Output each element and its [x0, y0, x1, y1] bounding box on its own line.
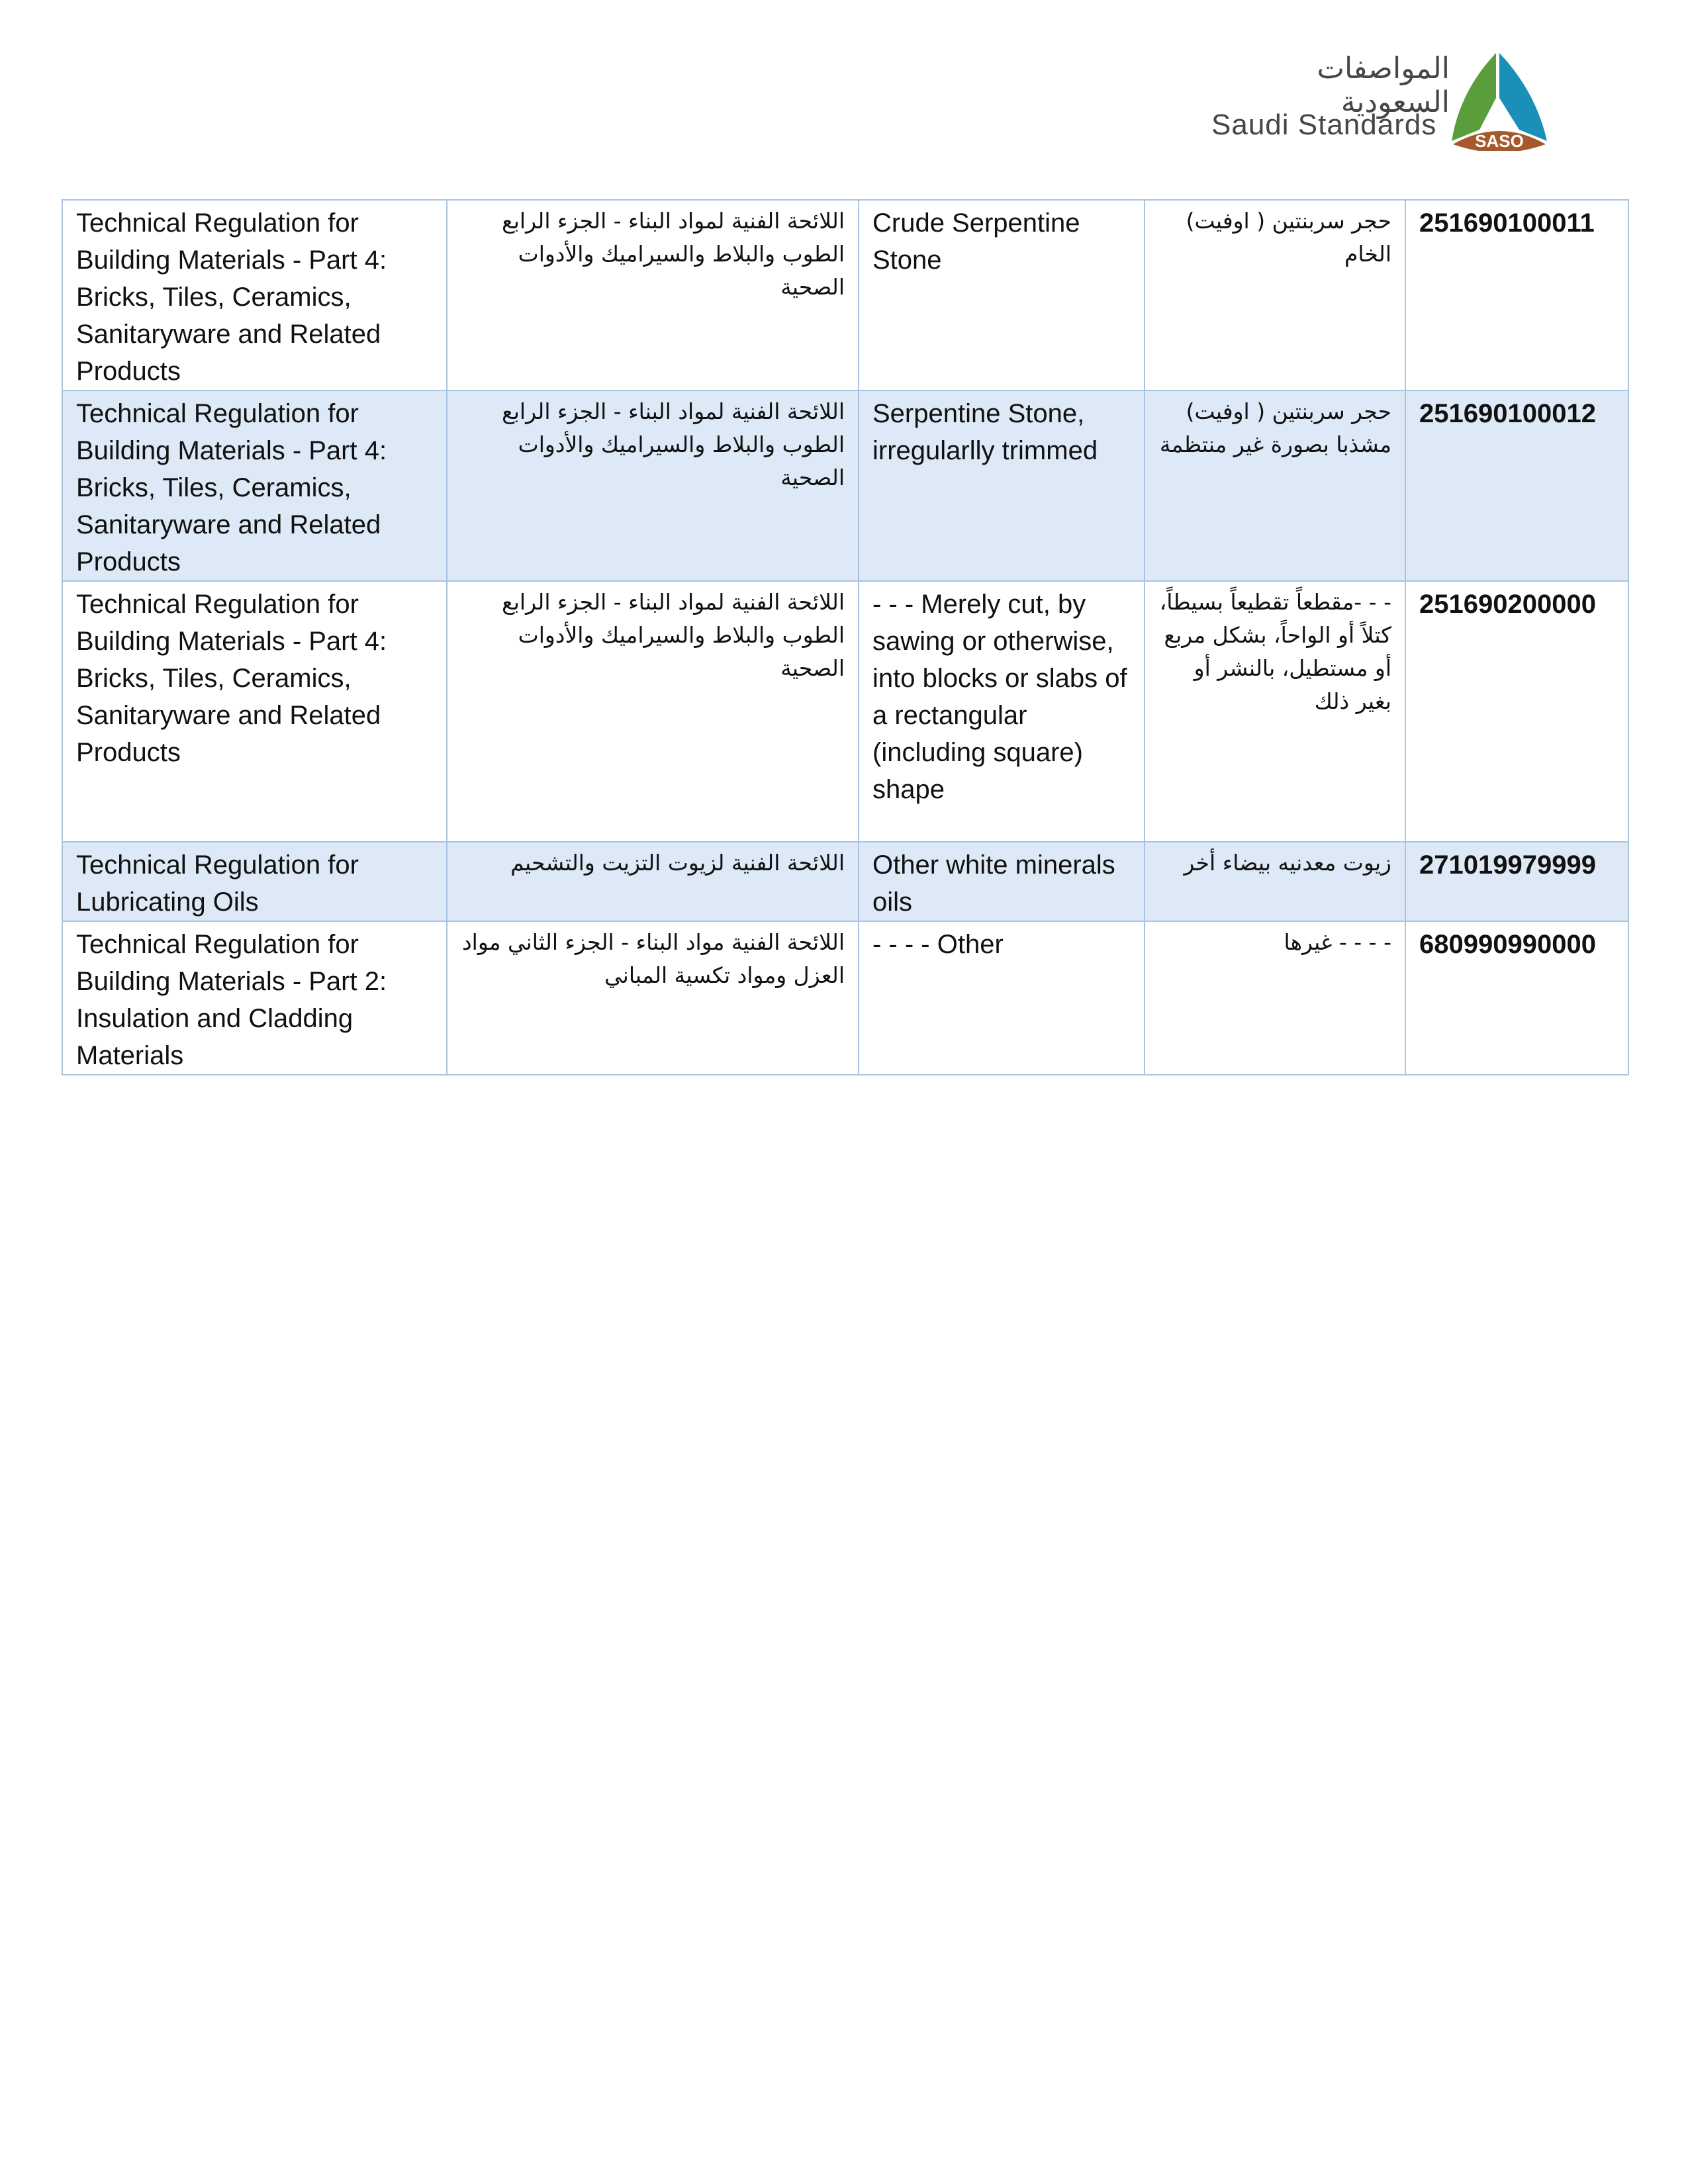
hs-code-cell: 251690100011	[1405, 200, 1628, 390]
regulation-ar-cell: اللائحة الفنية لزيوت التزيت والتشحيم	[447, 842, 859, 921]
hs-code-cell: 271019979999	[1405, 842, 1628, 921]
table-row	[62, 200, 1628, 390]
table-row	[62, 842, 1628, 921]
regulation-ar-cell: اللائحة الفنية لمواد البناء - الجزء الرابع الطوب والبلاط والسيراميك والأدوات الصحية	[447, 581, 859, 842]
description-en-cell: Serpentine Stone, irregularlly trimmed	[859, 390, 1145, 581]
table-row	[62, 921, 1628, 1075]
hs-code-cell: 251690200000	[1405, 581, 1628, 842]
regulation-en-cell: Technical Regulation for Lubricating Oils	[62, 842, 447, 921]
description-ar-cell: - - - - غيرها	[1145, 921, 1405, 1075]
logo-english-text: Saudi Standards	[1211, 109, 1437, 141]
description-ar-cell: زيوت معدنيه بيضاء أخر	[1145, 842, 1405, 921]
description-en-cell: - - - Merely cut, by sawing or otherwise, into blocks or slabs of a rectangular (including square) shape	[859, 581, 1145, 842]
table-row	[62, 581, 1628, 842]
regulation-en-cell: Technical Regulation for Building Materials - Part 4: Bricks, Tiles, Ceramics, Sanitaryware and Related Products	[62, 200, 447, 390]
table-row	[62, 390, 1628, 581]
description-en-cell: Other white minerals oils	[859, 842, 1145, 921]
description-ar-cell: حجر سربنتين ( اوفيت) مشذبا بصورة غير منتظمة	[1145, 390, 1405, 581]
regulation-ar-cell: اللائحة الفنية مواد البناء - الجزء الثاني مواد العزل ومواد تكسية المباني	[447, 921, 859, 1075]
hs-code-table	[62, 199, 1629, 1075]
regulation-en-cell: Technical Regulation for Building Materials - Part 4: Bricks, Tiles, Ceramics, Sanitaryware and Related Products	[62, 390, 447, 581]
description-en-cell: Crude Serpentine Stone	[859, 200, 1145, 390]
saso-logo	[1205, 52, 1549, 151]
hs-code-cell: 251690100012	[1405, 390, 1628, 581]
description-en-cell: - - - - Other	[859, 921, 1145, 1075]
regulation-ar-cell: اللائحة الفنية لمواد البناء - الجزء الرابع الطوب والبلاط والسيراميك والأدوات الصحية	[447, 390, 859, 581]
regulation-ar-cell: اللائحة الفنية لمواد البناء - الجزء الرابع الطوب والبلاط والسيراميك والأدوات الصحية	[447, 200, 859, 390]
description-ar-cell: حجر سربنتين ( اوفيت) الخام	[1145, 200, 1405, 390]
hs-code-cell: 680990990000	[1405, 921, 1628, 1075]
description-ar-cell: - - -مقطعاً تقطيعاً بسيطاً، كتلاً أو الواحاً، بشكل مربع أو مستطيل، بالنشر أو بغير ذلك	[1145, 581, 1405, 842]
regulation-en-cell: Technical Regulation for Building Materials - Part 4: Bricks, Tiles, Ceramics, Sanitaryware and Related Products	[62, 581, 447, 842]
regulation-en-cell: Technical Regulation for Building Materials - Part 2: Insulation and Cladding Materials	[62, 921, 447, 1075]
saso-triangle-icon	[1446, 52, 1552, 151]
logo-badge-text: SASO	[1475, 131, 1524, 151]
logo-arabic-text: المواصفات السعودية	[1317, 52, 1450, 119]
